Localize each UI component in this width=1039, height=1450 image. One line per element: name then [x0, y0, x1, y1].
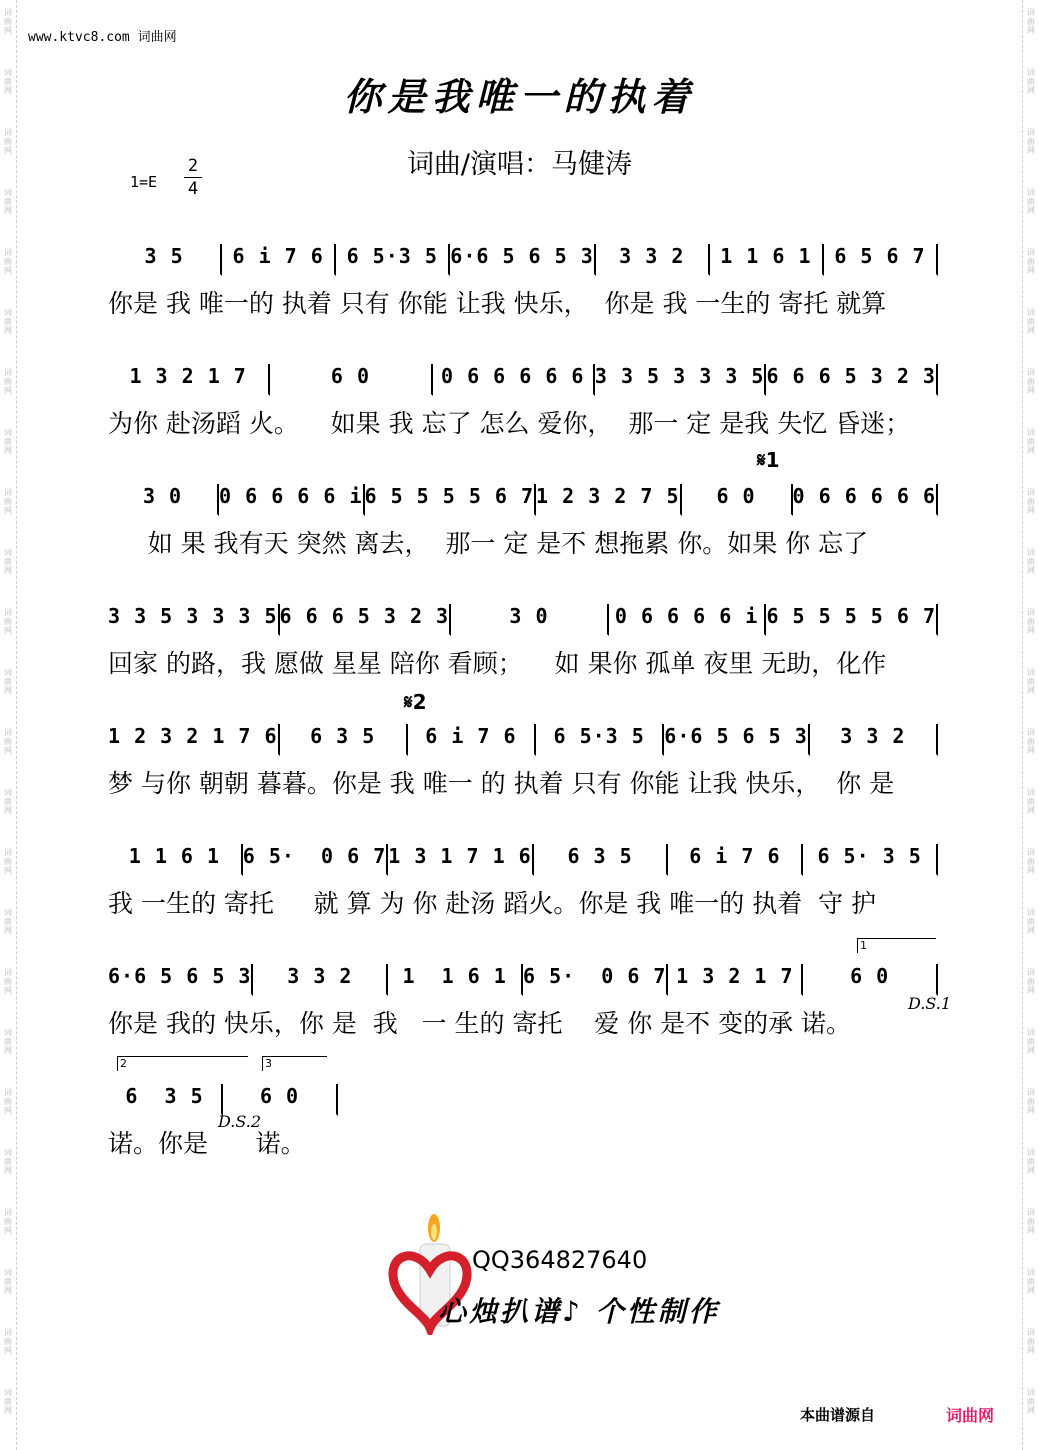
watermark-glyph: 词 曲 网	[1027, 1208, 1035, 1235]
measure: 6 0	[270, 364, 432, 396]
notes-row	[108, 356, 938, 400]
lyrics-line: 你是 我 唯一的 执着 只有 你能 让我 快乐， 你是 我 一生的 寄托 就算	[108, 289, 887, 318]
score-system	[108, 716, 938, 798]
watermark-glyph: 词 曲 网	[4, 1328, 12, 1355]
watermark-glyph: 词 曲 网	[1027, 428, 1035, 455]
notes-line	[108, 484, 938, 516]
measure: 0 6 6 6 6 i	[219, 484, 364, 516]
watermark-glyph: 词 曲 网	[4, 188, 12, 215]
measure: 3 0	[451, 604, 609, 636]
ds2-marker: D.S.2	[218, 1112, 261, 1131]
watermark-glyph: 词 曲 网	[4, 368, 12, 395]
measure: 6 5· 0 6 7	[523, 964, 668, 996]
lyrics-line: 梦 与你 朝朝 暮暮。你是 我 唯一 的 执着 只有 你能 让我 快乐， 你 是	[108, 769, 895, 798]
first-ending-bracket: 1	[857, 938, 936, 953]
measure: 6 0	[682, 484, 793, 516]
notes-line	[108, 604, 938, 636]
watermark-glyph: 词 曲 网	[4, 788, 12, 815]
lyrics-line: 如 果 我有天 突然 离去， 那一 定 是不 想拖累 你。如果 你 忘了	[108, 529, 869, 558]
notes-row	[108, 836, 938, 880]
watermark-glyph: 词 曲 网	[4, 908, 12, 935]
measure: 1 1 6 1	[108, 844, 243, 876]
notes-line	[108, 964, 938, 996]
site-url[interactable]: www.ktvc8.com 词曲网	[28, 30, 177, 45]
watermark-glyph: 词 曲 网	[4, 848, 12, 875]
notes-line	[108, 844, 938, 876]
measure: 6 5· 3 5	[803, 844, 938, 876]
watermark-glyph: 词 曲 网	[4, 548, 12, 575]
watermark-glyph: 词 曲 网	[1027, 308, 1035, 335]
score-system	[108, 356, 938, 438]
third-ending-bracket: 3	[262, 1056, 327, 1071]
watermark-glyph: 词 曲 网	[4, 1088, 12, 1115]
made-by-credit: 心烛扒谱♪ 个性制作	[438, 1295, 720, 1328]
measure: 6 5 5 5 5 6 7	[766, 604, 938, 636]
watermark-glyph: 词 曲 网	[4, 668, 12, 695]
watermark-glyph: 词 曲 网	[1027, 128, 1035, 155]
watermark-glyph: 词 曲 网	[1027, 548, 1035, 575]
watermark-glyph: 词 曲 网	[1027, 1148, 1035, 1175]
measure: 3 3 5 3 3 3 5	[108, 604, 280, 636]
watermark-glyph: 词 曲 网	[1027, 1088, 1035, 1115]
right-margin-watermark	[1022, 0, 1039, 1450]
watermark-glyph: 词 曲 网	[4, 1208, 12, 1235]
second-ending-bracket: 2	[117, 1056, 248, 1071]
watermark-glyph: 词 曲 网	[1027, 728, 1035, 755]
measure: 3 3 2	[810, 724, 938, 756]
notes-row	[108, 716, 938, 760]
watermark-glyph: 词 曲 网	[4, 8, 12, 35]
measure: 0 6 6 6 6 6	[793, 484, 938, 516]
notes-row	[108, 236, 938, 280]
time-denominator: 4	[187, 179, 199, 199]
measure: 3 3 2	[596, 244, 710, 276]
qq-number: QQ364827640	[472, 1246, 648, 1274]
lyrics-line: 我 一生的 寄托 就 算 为 你 赴汤 蹈火。你是 我 唯一的 执着 守 护	[108, 889, 877, 918]
watermark-glyph: 词 曲 网	[4, 248, 12, 275]
measure: 1 1 6 1	[388, 964, 523, 996]
time-numerator: 2	[187, 156, 199, 176]
song-title: 你是我唯一的执着	[343, 74, 696, 119]
measure: 3 3 5 3 3 3 5	[595, 364, 767, 396]
notes-line	[108, 244, 938, 276]
measure: 3 0	[108, 484, 219, 516]
measure: 6 i 7 6	[408, 724, 536, 756]
watermark-glyph: 词 曲 网	[4, 968, 12, 995]
measure: 6·6 5 6 5 3	[664, 724, 809, 756]
measure: 6·6 5 6 5 3	[450, 244, 595, 276]
measure: 6 3 5	[280, 724, 408, 756]
measure: 6 i 7 6	[222, 244, 336, 276]
watermark-glyph: 词 曲 网	[1027, 248, 1035, 275]
measure: 1 3 2 1 7	[668, 964, 803, 996]
watermark-glyph: 词 曲 网	[1027, 968, 1035, 995]
measure: 1 2 3 2 1 7 6	[108, 724, 280, 756]
measure: 1 3 2 1 7	[108, 364, 270, 396]
time-signature	[184, 156, 202, 199]
segno-2-marker: 𝄋2	[404, 690, 427, 714]
measure: 6 6 6 5 3 2 3	[280, 604, 452, 636]
watermark-glyph: 词 曲 网	[4, 68, 12, 95]
measure: 6 5·3 5	[536, 724, 664, 756]
measure: 6 3 5	[108, 1084, 223, 1116]
watermark-glyph: 词 曲 网	[4, 1028, 12, 1055]
watermark-glyph: 词 曲 网	[1027, 8, 1035, 35]
notes-line	[108, 724, 938, 756]
measure: 6 6 6 5 3 2 3	[766, 364, 938, 396]
left-margin-watermark	[0, 0, 17, 1450]
watermark-glyph: 词 曲 网	[4, 608, 12, 635]
score-system	[108, 836, 938, 918]
notes-row	[108, 476, 938, 520]
score-system	[108, 596, 938, 678]
watermark-glyph: 词 曲 网	[1027, 488, 1035, 515]
watermark-glyph: 词 曲 网	[1027, 668, 1035, 695]
measure: 3 3 2	[253, 964, 388, 996]
key-signature: 1=E	[130, 173, 158, 191]
time-divider	[184, 177, 202, 178]
measure: 3 5	[108, 244, 222, 276]
watermark-glyph: 词 曲 网	[4, 488, 12, 515]
watermark-glyph: 词 曲 网	[1027, 848, 1035, 875]
score-system	[108, 476, 938, 558]
watermark-glyph: 词 曲 网	[1027, 908, 1035, 935]
lyrics-line: 为你 赴汤蹈 火。 如果 我 忘了 怎么 爱你， 那一 定 是我 失忆 昏迷；	[108, 409, 911, 438]
watermark-glyph: 词 曲 网	[1027, 788, 1035, 815]
measure: 6 5·3 5	[336, 244, 450, 276]
watermark-glyph: 词 曲 网	[1027, 608, 1035, 635]
measure: 1 1 6 1	[710, 244, 824, 276]
measure: 6·6 5 6 5 3	[108, 964, 253, 996]
lyrics-line: 你是 我的 快乐，你 是 我 一 生的 寄托 爱 你 是不 变的承 诺。	[108, 1009, 852, 1038]
ds1-marker: D.S.1	[908, 994, 951, 1013]
watermark-glyph: 词 曲 网	[4, 1388, 12, 1415]
measure: 0 6 6 6 6 6	[433, 364, 595, 396]
measure: 6 0	[803, 964, 938, 996]
measure: 6 5 5 5 5 6 7	[365, 484, 537, 516]
watermark-glyph: 词 曲 网	[4, 1148, 12, 1175]
notes-row	[108, 596, 938, 640]
watermark-glyph: 词 曲 网	[1027, 1388, 1035, 1415]
watermark-glyph: 词 曲 网	[1027, 1328, 1035, 1355]
measure: 1 3 1 7 1 6	[388, 844, 533, 876]
score-system	[108, 236, 938, 318]
measure: 6 5· 0 6 7	[243, 844, 388, 876]
watermark-glyph: 词 曲 网	[4, 1268, 12, 1295]
watermark-glyph: 词 曲 网	[1027, 68, 1035, 95]
segno-1-marker: 𝄋1	[757, 448, 780, 472]
lyrics-line: 回家 的路，我 愿做 星星 陪你 看顾； 如 果你 孤单 夜里 无助，化作	[108, 649, 887, 678]
brand-link[interactable]: 词曲网	[946, 1406, 995, 1425]
song-credit: 词曲/演唱：马健涛	[406, 149, 633, 180]
measure: 1 2 3 2 7 5	[536, 484, 681, 516]
lyrics-line: 诺。你是 诺。	[108, 1129, 306, 1158]
measure: 0 6 6 6 6 i	[609, 604, 767, 636]
notes-row	[108, 956, 938, 1000]
watermark-glyph: 词 曲 网	[4, 128, 12, 155]
watermark-glyph: 词 曲 网	[1027, 188, 1035, 215]
measure: 6 i 7 6	[668, 844, 803, 876]
watermark-glyph: 词 曲 网	[4, 428, 12, 455]
watermark-glyph: 词 曲 网	[1027, 368, 1035, 395]
watermark-glyph: 词 曲 网	[4, 728, 12, 755]
notes-line	[108, 364, 938, 396]
measure: 6 5 6 7	[824, 244, 938, 276]
watermark-glyph: 词 曲 网	[1027, 1028, 1035, 1055]
measure: 6 0	[223, 1084, 338, 1116]
measure: 6 3 5	[534, 844, 669, 876]
watermark-glyph: 词 曲 网	[1027, 1268, 1035, 1295]
source-label: 本曲谱源自	[800, 1406, 876, 1424]
watermark-glyph: 词 曲 网	[4, 308, 12, 335]
